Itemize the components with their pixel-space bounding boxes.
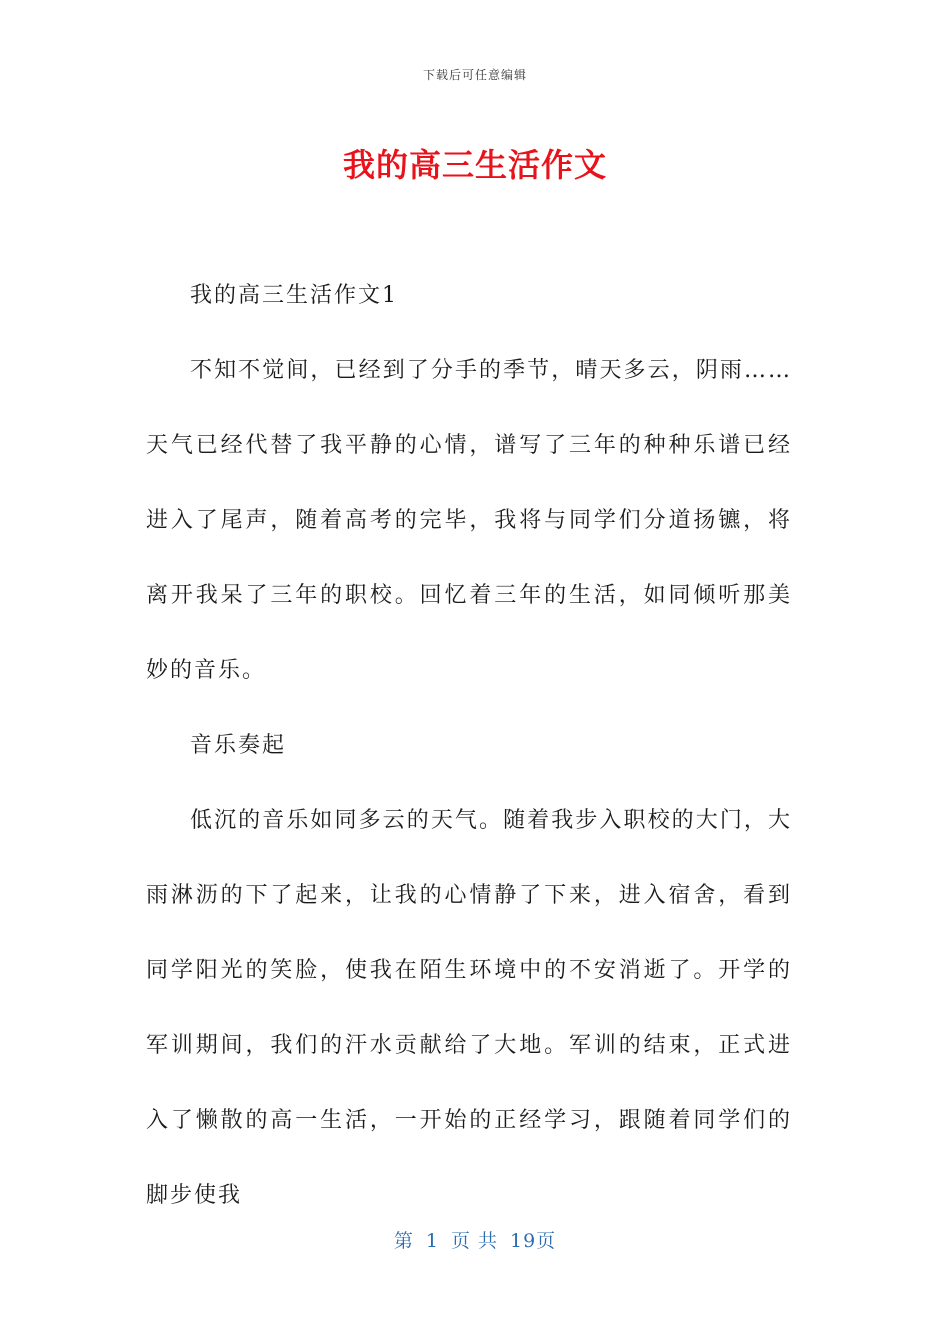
header-note: 下载后可任意编辑 xyxy=(422,68,527,82)
section-heading: 我的高三生活作文1 xyxy=(190,283,398,308)
footer-page-label: 第 xyxy=(393,1230,414,1252)
footer-total-pages: 19页 xyxy=(509,1230,557,1252)
subsection-heading: 音乐奏起 xyxy=(190,733,287,758)
body-paragraph: 不知不觉间，已经到了分手的季节，晴天多云，阴雨……天气已经代替了我平静的心情，谱写了三年的种种乐谱已经进入了尾声，随着高考的完毕，我将与同学们分道扬镳，将离开我呆了三年的职校。回忆着三年的生活，如同倾听那美妙的音乐。 xyxy=(146,358,792,683)
footer-of-label: 页 共 xyxy=(450,1230,498,1252)
document-title: 我的高三生活作文 xyxy=(342,146,607,184)
footer-current-page: 1 xyxy=(425,1230,439,1252)
body-paragraph: 低沉的音乐如同多云的天气。随着我步入职校的大门，大雨淋沥的下了起来，让我的心情静了下来，进入宿舍，看到同学阳光的笑脸，使我在陌生环境中的不安消逝了。开学的军训期间，我们的汗水贡献给了大地。军训的结束，正式进入了懒散的高一生活，一开始的正经学习，跟随着同学们的脚步使我 xyxy=(146,808,792,1208)
document-body xyxy=(146,258,792,1233)
page-footer xyxy=(0,1226,950,1253)
